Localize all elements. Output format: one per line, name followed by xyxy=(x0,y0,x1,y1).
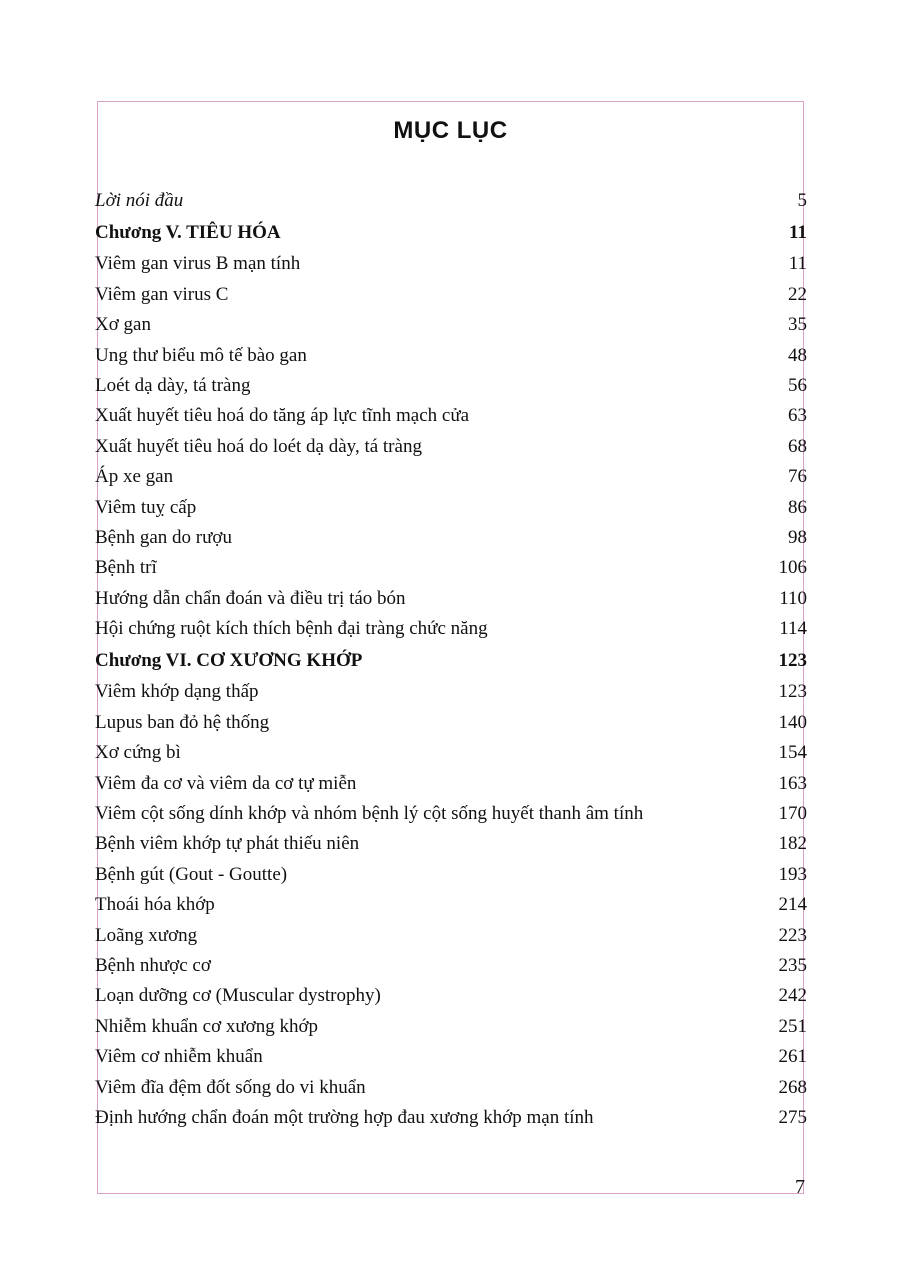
toc-entry[interactable] xyxy=(95,462,807,492)
toc-entry-label: Bệnh trĩ xyxy=(95,557,157,579)
toc-entry[interactable] xyxy=(95,341,807,371)
toc-entry[interactable] xyxy=(95,614,807,644)
toc-entry-page: 163 xyxy=(778,772,807,794)
toc-entry-label: Viêm tuỵ cấp xyxy=(95,496,197,518)
toc-entry[interactable] xyxy=(95,432,807,462)
toc-entry-page: 11 xyxy=(788,253,807,275)
toc-entry[interactable] xyxy=(95,371,807,401)
toc-entry[interactable] xyxy=(95,890,807,920)
toc-chapter-heading[interactable] xyxy=(95,644,807,677)
toc-entry-page: 154 xyxy=(778,742,807,764)
toc-entry[interactable] xyxy=(95,951,807,981)
table-of-contents xyxy=(95,186,807,1133)
toc-entry-label: Định hướng chẩn đoán một trường hợp đau xương khớp mạn tính xyxy=(95,1106,594,1128)
toc-entry-page: 123 xyxy=(778,650,807,672)
toc-entry-label: Ung thư biểu mô tế bào gan xyxy=(95,344,307,366)
toc-entry[interactable] xyxy=(95,860,807,890)
toc-entry-page: 268 xyxy=(778,1076,807,1098)
toc-entry-label: Viêm khớp dạng thấp xyxy=(95,681,259,703)
toc-entry-label: Bệnh nhược cơ xyxy=(95,954,211,976)
toc-entry-label: Hội chứng ruột kích thích bệnh đại tràng chức năng xyxy=(95,618,488,640)
toc-entry[interactable] xyxy=(95,1042,807,1072)
toc-entry[interactable] xyxy=(95,677,807,707)
toc-entry-label: Lupus ban đỏ hệ thống xyxy=(95,711,270,733)
toc-entry[interactable] xyxy=(95,584,807,614)
toc-entry-label: Bệnh gan do rượu xyxy=(95,526,232,548)
toc-entry-label: Áp xe gan xyxy=(95,466,174,488)
toc-entry-label: Xuất huyết tiêu hoá do tăng áp lực tĩnh mạch cửa xyxy=(95,405,470,427)
toc-entry-page: 235 xyxy=(778,954,807,976)
toc-entry[interactable] xyxy=(95,829,807,859)
toc-entry[interactable] xyxy=(95,981,807,1011)
toc-entry[interactable] xyxy=(95,280,807,310)
toc-entry[interactable] xyxy=(95,1103,807,1133)
toc-entry-label: Hướng dẫn chẩn đoán và điều trị táo bón xyxy=(95,587,406,609)
toc-entry-page: 275 xyxy=(778,1106,807,1128)
toc-entry-label: Viêm gan virus C xyxy=(95,283,229,305)
toc-entry-label: Loét dạ dày, tá tràng xyxy=(95,374,251,396)
toc-entry[interactable] xyxy=(95,401,807,431)
toc-entry-label: Xơ cứng bì xyxy=(95,742,181,764)
toc-entry-page: 35 xyxy=(788,314,807,336)
toc-entry-label: Bệnh gút (Gout - Goutte) xyxy=(95,863,288,885)
toc-entry-page: 106 xyxy=(778,557,807,579)
toc-entry-label: Viêm cột sống dính khớp và nhóm bệnh lý cột sống huyết thanh âm tính xyxy=(95,803,644,825)
toc-entry[interactable] xyxy=(95,708,807,738)
toc-entry-page: 98 xyxy=(788,526,807,548)
toc-chapter-heading[interactable] xyxy=(95,216,807,249)
toc-entry[interactable] xyxy=(95,249,807,279)
toc-entry-label: Lời nói đầu xyxy=(95,190,184,211)
toc-entry-page: 123 xyxy=(778,681,807,703)
toc-entry-label: Loãng xương xyxy=(95,924,198,946)
toc-entry-label: Chương V. TIÊU HÓA xyxy=(95,222,281,244)
toc-entry[interactable] xyxy=(95,493,807,523)
toc-entry-label: Bệnh viêm khớp tự phát thiếu niên xyxy=(95,833,360,855)
toc-entry[interactable] xyxy=(95,310,807,340)
toc-entry-page: 86 xyxy=(788,496,807,518)
toc-entry[interactable] xyxy=(95,186,807,216)
toc-entry-page: 214 xyxy=(778,894,807,916)
page-number: 7 xyxy=(795,1176,805,1198)
toc-entry[interactable] xyxy=(95,921,807,951)
toc-entry-page: 5 xyxy=(797,190,807,211)
toc-entry[interactable] xyxy=(95,1012,807,1042)
toc-entry-page: 48 xyxy=(788,344,807,366)
toc-entry-label: Xơ gan xyxy=(95,314,151,336)
toc-entry-page: 170 xyxy=(778,803,807,825)
toc-entry[interactable] xyxy=(95,523,807,553)
toc-entry-label: Viêm cơ nhiễm khuẩn xyxy=(95,1046,263,1068)
toc-entry-page: 76 xyxy=(788,466,807,488)
toc-entry-label: Xuất huyết tiêu hoá do loét dạ dày, tá tràng xyxy=(95,435,422,457)
toc-entry[interactable] xyxy=(95,553,807,583)
toc-entry-page: 251 xyxy=(778,1015,807,1037)
toc-entry-page: 242 xyxy=(778,985,807,1007)
toc-entry[interactable] xyxy=(95,769,807,799)
toc-entry-page: 114 xyxy=(779,618,807,640)
toc-entry-page: 63 xyxy=(788,405,807,427)
toc-entry-label: Viêm đa cơ và viêm da cơ tự miễn xyxy=(95,772,357,794)
toc-entry-page: 140 xyxy=(778,711,807,733)
toc-entry-page: 223 xyxy=(778,924,807,946)
toc-entry-label: Viêm đĩa đệm đốt sống do vi khuẩn xyxy=(95,1076,366,1098)
toc-entry-page: 261 xyxy=(778,1046,807,1068)
toc-entry[interactable] xyxy=(95,738,807,768)
toc-entry-label: Viêm gan virus B mạn tính xyxy=(95,253,301,275)
toc-entry-page: 56 xyxy=(788,374,807,396)
toc-entry[interactable] xyxy=(95,1073,807,1103)
toc-entry-label: Thoái hóa khớp xyxy=(95,894,215,916)
toc-entry-page: 68 xyxy=(788,435,807,457)
toc-entry-page: 110 xyxy=(779,587,807,609)
toc-entry-label: Loạn dưỡng cơ (Muscular dystrophy) xyxy=(95,985,381,1007)
toc-entry[interactable] xyxy=(95,799,807,829)
toc-entry-page: 11 xyxy=(789,222,807,244)
toc-entry-label: Chương VI. CƠ XƯƠNG KHỚP xyxy=(95,650,363,672)
toc-entry-page: 193 xyxy=(778,863,807,885)
toc-entry-label: Nhiễm khuẩn cơ xương khớp xyxy=(95,1015,319,1037)
toc-entry-page: 182 xyxy=(778,833,807,855)
page-title: MỤC LỤC xyxy=(393,117,508,144)
toc-entry-page: 22 xyxy=(788,283,807,305)
